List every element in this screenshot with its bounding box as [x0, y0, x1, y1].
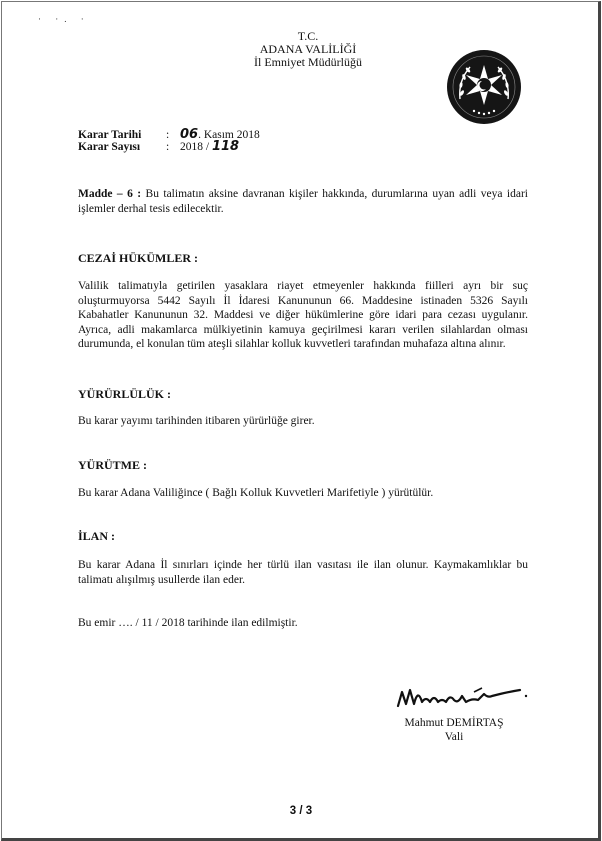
announcement-heading: İLAN :	[78, 529, 116, 543]
signatory-name: Mahmut DEMİRTAŞ	[404, 717, 504, 729]
header-tc: T.C.	[297, 29, 319, 43]
decision-date-label: Karar Tarihi	[78, 129, 142, 141]
decision-date-rest: . Kasım 2018	[198, 129, 260, 141]
handwritten-number: 118	[211, 139, 240, 154]
announcement-date-line: Bu emir …. / 11 / 2018 tarihinde ilan edilmiştir.	[78, 617, 298, 629]
signatory-title: Vali	[444, 731, 464, 743]
article-6-text: Bu talimatın aksine davranan kişiler hakkında, durumlarına uyan adli veya idari işlemler derhal tesis edilecektir.	[78, 188, 528, 215]
decision-number-label: Karar Sayısı	[78, 141, 141, 153]
decision-number-row	[78, 141, 260, 153]
header-police-directorate: İl Emniyet Müdürlüğü	[254, 55, 362, 69]
effectiveness-text: Bu karar yayımı tarihinden itibaren yürürlüğe girer.	[78, 415, 315, 427]
scan-specks: · ·. ·	[38, 14, 90, 24]
handwritten-day: 06	[180, 127, 199, 142]
penal-provisions-text: Valilik talimatıyla getirilen yasaklara riayet etmeyenler hakkında fiilleri ayrı bir suç oluşturmuyorsa 5442 Sayılı İl İdaresi Kanununun 66. Maddesine istinaden 5326 Sayılı Kabahatler Kanununun 32. Maddesi ve diğer hükümlerine göre idari para cezası uygulanır. Ayrıca, adli makamlarca mülkiyetinin kamuya geçirilmesi kararı verilen silahlardan olması durumunda, el konulan tüm ateşli silahlar kolluk kuvvetleri tarafından muhafaza altına alınır.	[78, 280, 528, 350]
announcement-text: Bu karar Adana İl sınırları içinde her türlü ilan vasıtası ile ilan olunur. Kaymakamlıklar bu talimatı alışılmış usullerde ilan eder.	[78, 559, 528, 586]
colon: :	[166, 141, 170, 153]
execution-text: Bu karar Adana Valiliğince ( Bağlı Kolluk Kuvvetleri Marifetiyle ) yürütülür.	[78, 487, 434, 499]
handwritten-signature	[392, 682, 532, 718]
decision-number-prefix: 2018 /	[180, 141, 212, 153]
police-emblem-seal-icon	[446, 49, 522, 125]
page-number: 3 / 3	[289, 805, 313, 817]
article-6	[78, 187, 528, 216]
effectiveness-heading: YÜRÜRLÜLÜK :	[78, 387, 171, 401]
execution-heading: YÜRÜTME :	[78, 458, 147, 472]
article-6-title: Madde – 6 :	[78, 188, 142, 200]
decision-meta	[78, 129, 260, 153]
signatory	[400, 716, 508, 744]
penal-provisions-heading: CEZAİ HÜKÜMLER :	[78, 251, 199, 265]
colon: :	[166, 129, 170, 141]
decision-number-value	[180, 141, 239, 153]
header-governorship: ADANA VALİLİĞİ	[259, 42, 357, 56]
